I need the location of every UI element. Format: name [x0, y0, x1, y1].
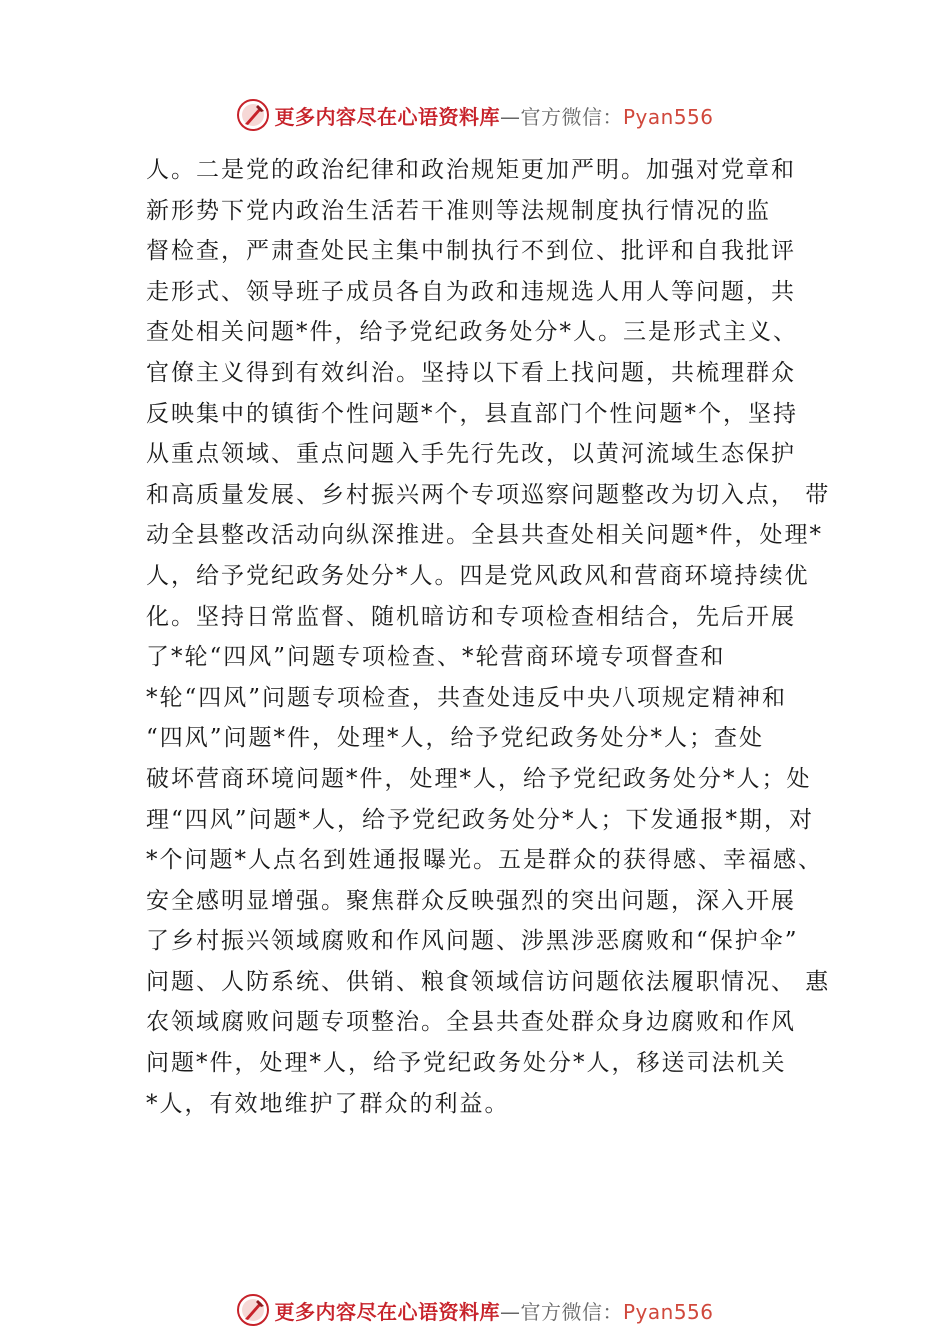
footer-wechat-id: Pyan556 [622, 1299, 714, 1324]
text-line: 问题*件，处理*人，给予党纪政务处分*人，移送司法机关 [146, 1050, 787, 1077]
text-line: 督检查，严肃查处民主集中制执行不到位、批评和自我批评 [146, 238, 796, 265]
text-line: 理“四风”问题*人，给予党纪政务处分*人；下发通报*期，对 [146, 806, 815, 833]
header-official-label: 官方微信： [520, 104, 623, 129]
footer-separator: — [499, 1299, 521, 1324]
quill-logo-icon [236, 98, 270, 132]
text-line: 化。坚持日常监督、随机暗访和专项检查相结合，先后开展 [146, 603, 796, 630]
header-banner-text [274, 101, 713, 130]
quill-logo-icon [236, 1293, 270, 1327]
header-wechat-id: Pyan556 [622, 104, 714, 129]
footer-banner-text [274, 1296, 713, 1325]
text-line: *个问题*人点名到姓通报曝光。五是群众的获得感、幸福感、 [146, 847, 823, 874]
text-line: “四风”问题*件，处理*人，给予党纪政务处分*人；查处 [146, 725, 765, 752]
text-line: 新形势下党内政治生活若干准则等法规制度执行情况的监 [146, 197, 771, 224]
document-body [146, 150, 831, 1124]
text-line: *人，有效地维护了群众的利益。 [146, 1090, 510, 1117]
text-line: 和高质量发展、乡村振兴两个专项巡察问题整改为切入点， 带 [146, 481, 831, 508]
text-line: 人，给予党纪政务处分*人。四是党风政风和营商环境持续优 [146, 562, 810, 589]
header-brand-text: 更多内容尽在心语资料库 [274, 104, 500, 129]
text-line: *轮“四风”问题专项检查，共查处违反中央八项规定精神和 [146, 684, 788, 711]
text-line: 问题、人防系统、供销、粮食领域信访问题依法履职情况、 惠 [146, 968, 831, 995]
text-line: 走形式、领导班子成员各自为政和违规选人用人等问题，共 [146, 278, 796, 305]
text-line: 了乡村振兴领域腐败和作风问题、涉黑涉恶腐败和“保护伞” [146, 928, 799, 955]
text-line: 查处相关问题*件，给予党纪政务处分*人。三是形式主义、 [146, 319, 798, 346]
text-line: 安全感明显增强。聚焦群众反映强烈的突出问题，深入开展 [146, 887, 796, 914]
footer-official-label: 官方微信： [520, 1299, 623, 1324]
text-line: 反映集中的镇街个性问题*个，县直部门个性问题*个，坚持 [146, 400, 798, 427]
footer-banner [0, 1290, 950, 1330]
header-separator: — [499, 104, 521, 129]
text-line: 破坏营商环境问题*件，处理*人，给予党纪政务处分*人；处 [146, 765, 812, 792]
header-banner [0, 95, 950, 135]
text-line: 官僚主义得到有效纠治。坚持以下看上找问题，共梳理群众 [146, 359, 796, 386]
text-line: 从重点领域、重点问题入手先行先改，以黄河流域生态保护 [146, 441, 796, 468]
text-line: 人。二是党的政治纪律和政治规矩更加严明。加强对党章和 [146, 157, 796, 183]
footer-brand-text: 更多内容尽在心语资料库 [274, 1299, 500, 1324]
text-line: 了*轮“四风”问题专项检查、*轮营商环境专项督查和 [146, 644, 726, 671]
text-line: 农领域腐败问题专项整治。全县共查处群众身边腐败和作风 [146, 1009, 796, 1036]
text-line: 动全县整改活动向纵深推进。全县共查处相关问题*件，处理* [146, 522, 823, 549]
